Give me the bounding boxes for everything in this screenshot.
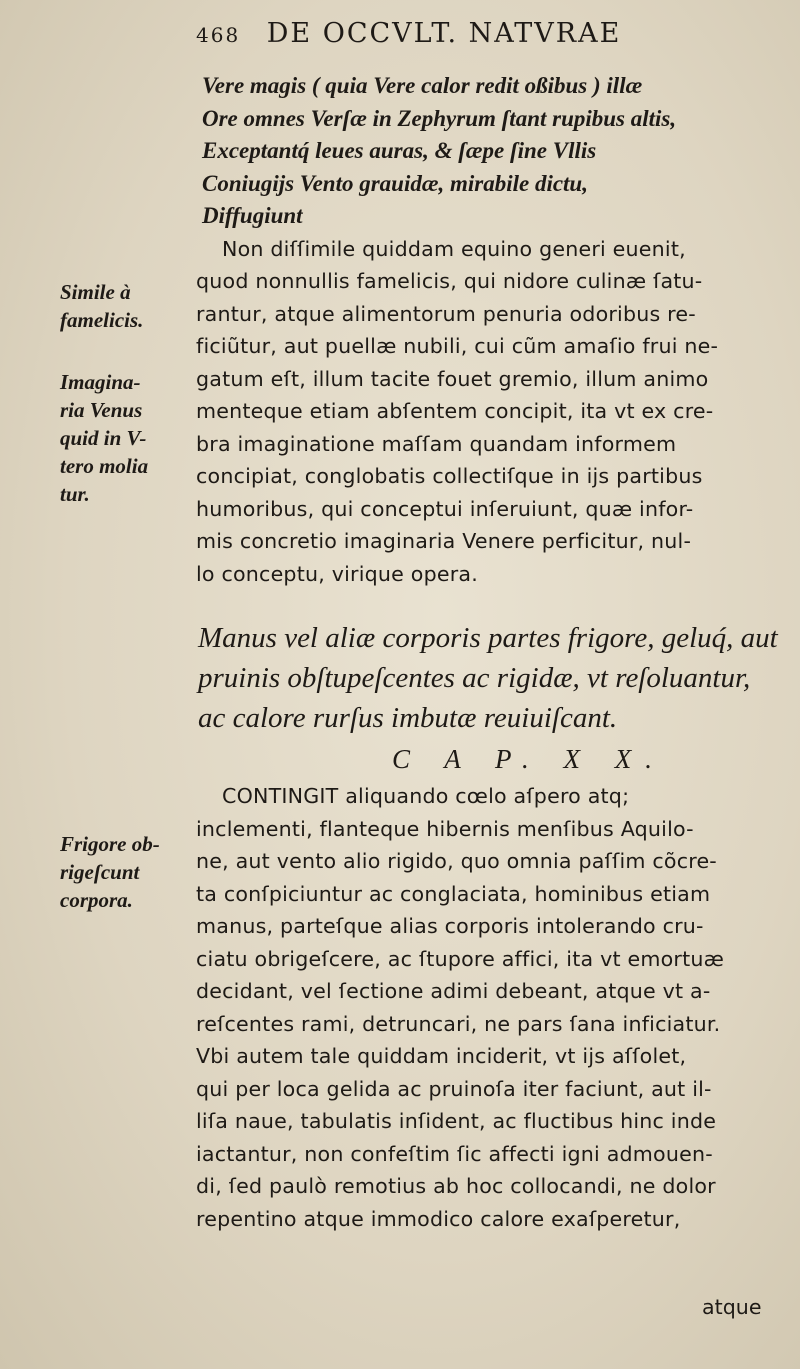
summary-line: ac calore rurſus imbutæ reuiuiſcant. bbox=[198, 702, 618, 734]
text-line: Non diſſimile quiddam equino generi euenit, bbox=[222, 236, 686, 261]
text-line: ne, aut vento alio rigido, quo omnia paſſim cõcre- bbox=[196, 849, 717, 873]
margin-line: tero molia bbox=[60, 454, 149, 478]
text-line: iactantur, non confeſtim ſic affecti igni admouen- bbox=[196, 1141, 713, 1166]
text-line: inclementi, flanteque hibernis menſibus Aquilo- bbox=[196, 816, 694, 841]
verse-line: Coniugijs Vento grauidæ, mirabile dictu, bbox=[202, 170, 588, 196]
page-number: 468 bbox=[196, 23, 241, 47]
margin-line: famelicis. bbox=[60, 308, 144, 332]
verse-line: Vere magis ( quia Vere calor redit oßibus ) illæ bbox=[202, 73, 643, 98]
verse-quotation bbox=[196, 70, 786, 233]
running-header bbox=[196, 18, 756, 49]
summary-line: Manus vel aliæ corporis partes frigore, geluq́, aut bbox=[198, 622, 778, 654]
paragraph-two bbox=[196, 780, 786, 1235]
text-line: manus, parteſque alias corporis intolerando cru- bbox=[196, 914, 704, 938]
text-line: quod nonnullis famelicis, qui nidore culinæ ſatu- bbox=[196, 269, 703, 293]
verse-line: Ore omnes Verſæ in Zephyrum ſtant rupibus altis, bbox=[202, 105, 677, 131]
margin-note-simile bbox=[60, 278, 180, 334]
text-line: Vbi autem tale quiddam inciderit, vt ijs aſſolet, bbox=[196, 1044, 687, 1068]
text-line: gatum eſt, illum tacite fouet gremio, illum animo bbox=[196, 366, 709, 391]
margin-line: quid in V- bbox=[60, 426, 147, 450]
margin-line: tur. bbox=[60, 482, 90, 506]
text-line: mis concretio imaginaria Venere perficitur, nul- bbox=[196, 529, 692, 553]
text-line: CONTINGIT aliquando cœlo aſpero atq; bbox=[222, 784, 630, 808]
margin-line: rigeſcunt bbox=[60, 860, 140, 884]
chapter-heading: C A P. X X. bbox=[392, 744, 667, 774]
margin-line: Frigore ob- bbox=[60, 832, 160, 856]
verse-line: Exceptantq́ leues auras, & ſæpe ſine Vllis bbox=[202, 138, 597, 163]
text-line: ficiũtur, aut puellæ nubili, cui cũm amaſio frui ne- bbox=[196, 334, 719, 358]
main-text bbox=[196, 70, 786, 1235]
text-line: di, ſed paulò remotius ab hoc collocandi, ne dolor bbox=[196, 1174, 716, 1198]
chapter-summary bbox=[196, 618, 786, 738]
text-line: humoribus, qui conceptui inſeruiunt, quæ infor- bbox=[196, 496, 694, 521]
paragraph-one bbox=[196, 233, 786, 591]
text-line: bra imaginatione maſſam quandam informem bbox=[196, 431, 677, 456]
margin-line: Imagina- bbox=[60, 370, 141, 394]
margin-line: Simile à bbox=[60, 280, 131, 304]
text-line: decidant, vel ſectione adimi debeant, atque vt a- bbox=[196, 979, 711, 1003]
margin-note-frigore bbox=[60, 830, 180, 914]
text-line: ta conſpiciuntur ac conglaciata, hominibus etiam bbox=[196, 881, 711, 906]
margin-line: corpora. bbox=[60, 888, 133, 912]
catchword: atque bbox=[702, 1295, 762, 1319]
text-line: rantur, atque alimentorum penuria odoribus re- bbox=[196, 301, 696, 326]
text-line: ciatu obrigeſcere, ac ſtupore affici, ita vt emortuæ bbox=[196, 946, 725, 971]
text-line: qui per loca gelida ac pruinoſa iter faciunt, aut il- bbox=[196, 1076, 712, 1101]
text-line: menteque etiam abſentem concipit, ita vt ex cre- bbox=[196, 399, 714, 423]
text-line: concipiat, conglobatis collectiſque in ijs partibus bbox=[196, 464, 703, 488]
text-line: repentino atque immodico calore exaſperetur, bbox=[196, 1206, 681, 1231]
summary-line: pruinis obſtupeſcentes ac rigidæ, vt reſoluantur, bbox=[198, 662, 751, 694]
text-line: reſcentes rami, detruncari, ne pars ſana inficiatur. bbox=[196, 1011, 721, 1036]
text-line: lo conceptu, virique opera. bbox=[196, 561, 478, 586]
margin-line: ria Venus bbox=[60, 398, 143, 422]
text-line: liſa naue, tabulatis inſident, ac fluctibus hinc inde bbox=[196, 1109, 717, 1133]
margin-note-imaginaria bbox=[60, 368, 180, 508]
running-title: DE OCCVLT. NATVRAE bbox=[266, 18, 622, 49]
verse-line: Diffugiunt bbox=[202, 203, 303, 228]
